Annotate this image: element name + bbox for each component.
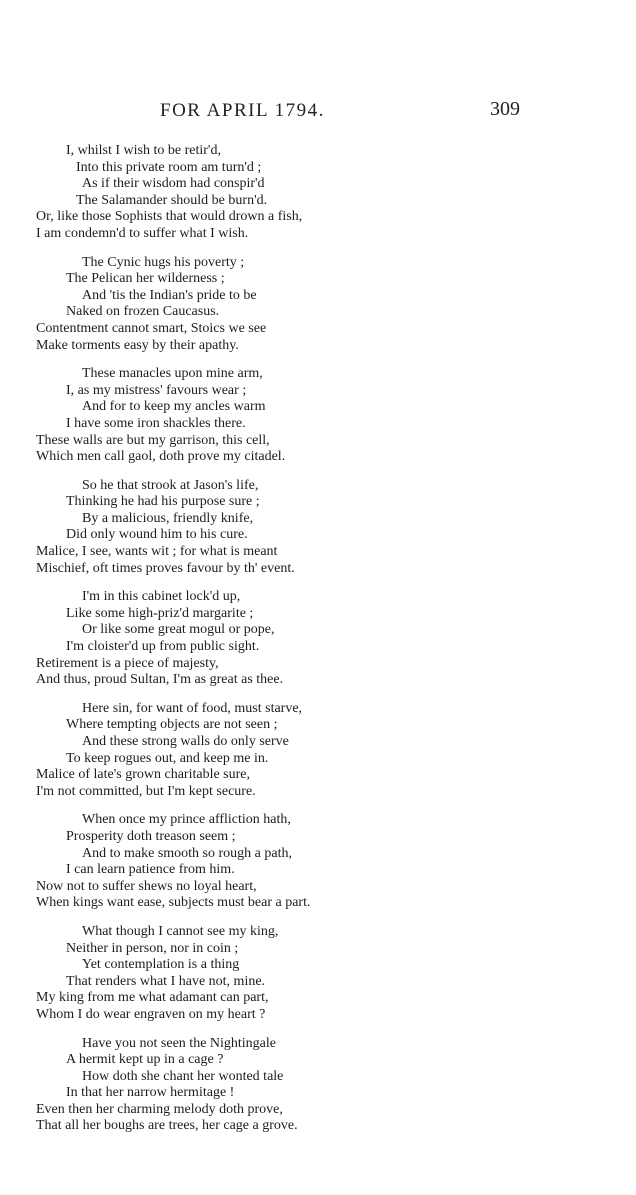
poem-line: That all her boughs are trees, her cage a grove. (36, 1118, 298, 1134)
poem-body (36, 143, 596, 1147)
poem-line: Retirement is a piece of majesty, (36, 655, 219, 671)
poem-line: To keep rogues out, and keep me in. (66, 750, 269, 766)
poem-line: As if their wisdom had conspir'd (82, 176, 265, 192)
poem-line: The Salamander should be burn'd. (76, 192, 268, 208)
poem-line: In that her narrow hermitage ! (66, 1085, 235, 1101)
poem-line: Whom I do wear engraven on my heart ? (36, 1006, 266, 1022)
poem-line: Which men call gaol, doth prove my citadel. (36, 449, 286, 465)
stanza (36, 143, 596, 243)
poem-line: These manacles upon mine arm, (82, 366, 263, 382)
poem-line: I, whilst I wish to be retir'd, (66, 143, 221, 158)
poem-line: So he that strook at Jason's life, (82, 477, 259, 493)
poem-line: That renders what I have not, mine. (66, 973, 266, 989)
poem-line: And 'tis the Indian's pride to be (82, 287, 257, 303)
poem-line: I can learn patience from him. (66, 862, 235, 878)
stanza (36, 924, 596, 1024)
poem-line: And to make smooth so rough a path, (82, 845, 292, 861)
poem-line: Or, like those Sophists that would drown a fish, (36, 209, 303, 225)
poem-line: How doth she chant her wonted tale (82, 1068, 284, 1084)
stanza (36, 255, 596, 355)
poem-line: Into this private room am turn'd ; (76, 159, 262, 175)
poem-line: By a malicious, friendly knife, (82, 510, 254, 526)
poem-line: Make torments easy by their apathy. (36, 337, 239, 353)
poem-line: I'm not committed, but I'm kept secure. (36, 783, 256, 799)
poem-line: Naked on frozen Caucasus. (66, 304, 220, 320)
poem-line: And thus, proud Sultan, I'm as great as thee. (36, 672, 284, 688)
poem-line: I'm cloister'd up from public sight. (66, 639, 260, 655)
poem-line: Now not to suffer shews no loyal heart, (36, 878, 257, 894)
poem-line: Malice of late's grown charitable sure, (36, 767, 250, 783)
poem-line: Have you not seen the Nightingale (82, 1035, 277, 1051)
poem-line: These walls are but my garrison, this cell, (36, 432, 270, 448)
poem-line: Neither in person, nor in coin ; (66, 940, 239, 956)
poem-line: And these strong walls do only serve (82, 734, 289, 749)
poem-line: Did only wound him to his cure. (66, 527, 248, 543)
poem-line: I am condemn'd to suffer what I wish. (36, 225, 249, 241)
stanza (36, 701, 596, 801)
poem-line: I, as my mistress' favours wear ; (66, 382, 247, 398)
poem-line: When once my prince affliction hath, (82, 812, 291, 828)
stanza (36, 589, 596, 689)
poem-line: The Pelican her wilderness ; (66, 271, 225, 287)
poem-line: The Cynic hugs his poverty ; (82, 254, 245, 270)
poem-line: Yet contemplation is a thing (82, 957, 240, 973)
stanza (36, 478, 596, 578)
poem-line: Contentment cannot smart, Stoics we see (36, 320, 267, 336)
poem-line: Where tempting objects are not seen ; (66, 717, 278, 733)
poem-line: When kings want ease, subjects must bear a part. (36, 895, 311, 911)
poem-line: Malice, I see, wants wit ; for what is meant (36, 544, 278, 560)
poem-line: What though I cannot see my king, (82, 923, 279, 939)
poem-line: And for to keep my ancles warm (82, 399, 266, 415)
poem-line: I'm in this cabinet lock'd up, (82, 589, 241, 605)
poem-line: I have some iron shackles there. (66, 415, 246, 431)
page-number: 309 (490, 98, 520, 120)
running-head: FOR APRIL 1794. (160, 100, 325, 121)
stanza (36, 1036, 596, 1136)
poem-line: A hermit kept up in a cage ? (66, 1052, 224, 1068)
poem-line: Mischief, oft times proves favour by th' event. (36, 560, 295, 576)
poem-line: Even then her charming melody doth prove, (36, 1101, 283, 1117)
poem-line: Here sin, for want of food, must starve, (82, 700, 303, 716)
poem-line: Like some high-priz'd margarite ; (66, 605, 254, 621)
stanza (36, 812, 596, 912)
stanza (36, 366, 596, 466)
poem-line: Prosperity doth treason seem ; (66, 828, 236, 844)
poem-line: Thinking he had his purpose sure ; (66, 494, 260, 510)
poem-line: Or like some great mogul or pope, (82, 622, 275, 638)
poem-line: My king from me what adamant can part, (36, 990, 269, 1006)
